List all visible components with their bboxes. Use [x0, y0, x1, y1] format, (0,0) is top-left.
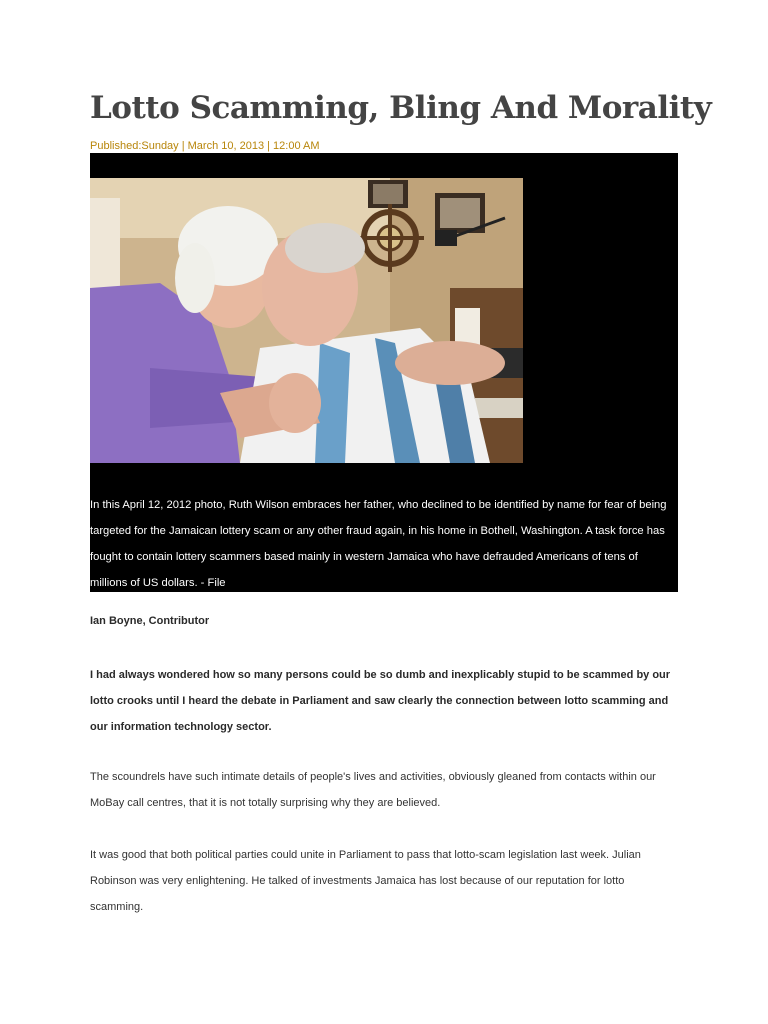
published-date: Published:Sunday | March 10, 2013 | 12:00 AM: [90, 140, 320, 152]
photo-caption: In this April 12, 2012 photo, Ruth Wilson embraces her father, who declined to be identified by name for fear of being targeted for the Jamaican lottery scam or any other fraud again, in his home in Bothell, Washington. A task force has fought to contain lottery scammers based mainly in western Jamaica who have defrauded Americans of tens of millions of US dollars. - File: [90, 499, 667, 589]
article-photo: [90, 178, 523, 463]
photo-block: [90, 153, 678, 592]
article-title: Lotto Scamming, Bling And Morality: [90, 90, 712, 126]
lead-paragraph: I had always wondered how so many persons could be so dumb and inexplicably stupid to be scammed by our lotto crooks until I heard the debate in Parliament and saw clearly the connection between lotto scamming and our information technology sector.: [90, 669, 671, 733]
body-paragraph: It was good that both political parties could unite in Parliament to pass that lotto-scam legislation last week. Julian Robinson was very enlightening. He talked of investments Jamaica has lost because of our reputation for lotto scamming.: [90, 849, 641, 913]
author-byline: Ian Boyne, Contributor: [90, 615, 210, 627]
body-paragraph: The scoundrels have such intimate details of people's lives and activities, obviously gleaned from contacts within our MoBay call centres, that it is not totally surprising why they are believed.: [90, 771, 656, 809]
